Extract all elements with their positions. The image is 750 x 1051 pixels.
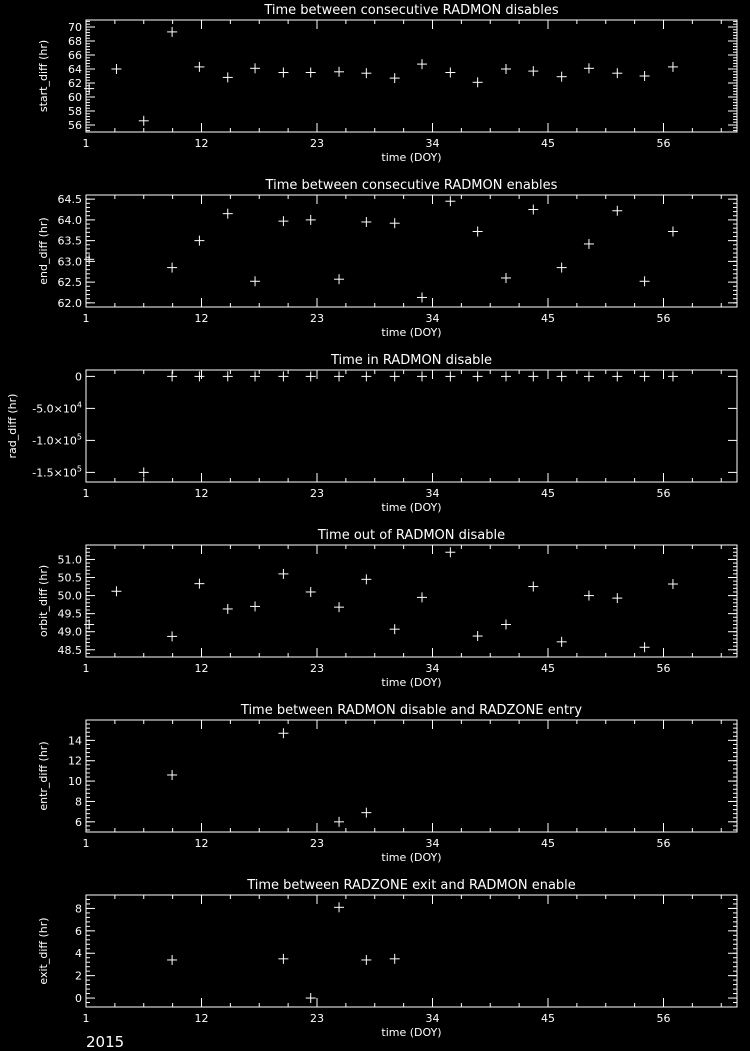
x-tick-label: 34 (425, 1012, 440, 1025)
data-point (528, 66, 538, 76)
y-tick-label: $-1.5\times 10^5$ (32, 464, 82, 480)
data-point (223, 371, 233, 381)
x-tick-label: 23 (310, 312, 324, 325)
data-point (361, 217, 371, 227)
data-point (668, 62, 678, 72)
y-tick-label: 49.5 (57, 607, 82, 621)
y-tick-label: 62.5 (57, 276, 82, 290)
data-point (361, 68, 371, 78)
data-point (612, 68, 622, 78)
y-tick-label: 51.0 (57, 553, 82, 567)
x-tick-label: 12 (194, 137, 209, 150)
y-tick-label: 66 (68, 49, 82, 62)
x-tick-label: 1 (82, 312, 90, 325)
y-tick-label: 68 (68, 35, 82, 48)
chart-title: Time out of RADMON disable (317, 528, 506, 543)
chart-title: Time in RADMON disable (330, 353, 493, 368)
y-tick-label: 0 (75, 370, 82, 384)
data-point (334, 902, 344, 912)
plot-frame (86, 370, 737, 482)
data-point (417, 371, 427, 381)
y-tick-label: 50.0 (57, 589, 82, 603)
data-point (306, 68, 316, 78)
data-point (250, 371, 260, 381)
x-tick-label: 45 (541, 837, 555, 850)
year-label: 2015 (86, 1033, 125, 1051)
data-point (417, 59, 427, 69)
x-tick-label: 12 (194, 1012, 209, 1025)
data-point (167, 371, 177, 381)
y-tick-label: 2 (75, 969, 82, 983)
data-point (334, 602, 344, 612)
data-point (111, 586, 121, 596)
data-point (167, 770, 177, 780)
data-point (334, 67, 344, 77)
data-point (390, 73, 400, 83)
data-point (528, 205, 538, 215)
y-tick-label: 62 (68, 77, 82, 90)
data-point (139, 116, 149, 126)
x-tick-label: 23 (310, 487, 324, 500)
chart-panel-4 (37, 528, 737, 689)
y-axis-label: entr_diff (hr) (37, 741, 50, 811)
data-point (612, 206, 622, 216)
data-point (361, 574, 371, 584)
data-point (139, 467, 149, 477)
y-tick-label: 56 (68, 119, 82, 132)
x-tick-label: 12 (194, 487, 209, 500)
x-tick-label: 12 (194, 662, 209, 675)
x-tick-label: 34 (425, 837, 440, 850)
y-tick-label: 60 (68, 91, 82, 104)
data-point (223, 72, 233, 82)
y-tick-label: 12 (68, 754, 82, 768)
chart-title: Time between RADZONE exit and RADMON enable (247, 878, 576, 893)
data-point (640, 642, 650, 652)
data-point (167, 27, 177, 37)
data-point (445, 68, 455, 78)
data-point (361, 955, 371, 965)
data-point (306, 371, 316, 381)
data-point (223, 209, 233, 219)
data-point (557, 263, 567, 273)
y-tick-label: 8 (75, 795, 82, 809)
y-axis-label: rad_diff (hr) (6, 393, 19, 459)
x-axis-label: time (DOY) (381, 1026, 442, 1039)
y-tick-label: $-5.0\times 10^4$ (32, 400, 82, 416)
data-point (473, 227, 483, 237)
data-point (584, 63, 594, 73)
x-tick-label: 23 (310, 137, 324, 150)
x-tick-label: 1 (82, 137, 90, 150)
y-tick-label: 4 (75, 947, 82, 961)
x-tick-label: 1 (82, 1012, 90, 1025)
data-point (584, 371, 594, 381)
data-point (668, 227, 678, 237)
x-tick-label: 56 (656, 662, 671, 675)
y-tick-label: 64.0 (57, 213, 82, 227)
chart-panel-1 (37, 3, 737, 164)
data-point (334, 371, 344, 381)
data-point (250, 63, 260, 73)
y-axis-label: orbit_diff (hr) (37, 564, 50, 638)
data-point (390, 624, 400, 634)
data-point (668, 579, 678, 589)
data-point (390, 954, 400, 964)
data-point (390, 218, 400, 228)
data-point (111, 64, 121, 74)
chart-title: Time between consecutive RADMON disables (264, 3, 559, 18)
plot-frame (86, 20, 737, 132)
x-tick-label: 23 (310, 662, 324, 675)
plot-frame (86, 720, 737, 832)
chart-title: Time between RADMON disable and RADZONE entry (240, 703, 583, 718)
data-point (278, 371, 288, 381)
data-point (417, 292, 427, 302)
y-tick-label: 6 (75, 815, 82, 829)
y-tick-label: 0 (75, 992, 82, 1006)
data-point (278, 68, 288, 78)
y-tick-label: 64 (68, 63, 82, 76)
y-tick-label: 10 (68, 775, 82, 789)
y-tick-label: $-1.0\times 10^5$ (32, 432, 82, 448)
data-point (417, 592, 427, 602)
data-point (640, 71, 650, 81)
chart-panel-6 (37, 878, 737, 1039)
data-point (640, 371, 650, 381)
y-tick-label: 50.5 (57, 571, 82, 585)
data-point (334, 274, 344, 284)
x-axis-label: time (DOY) (381, 151, 442, 164)
data-point (306, 993, 316, 1003)
y-tick-label: 63.0 (57, 255, 82, 269)
data-point (557, 637, 567, 647)
plot-frame (86, 195, 737, 307)
chart-panel-3 (6, 353, 737, 514)
data-point (584, 239, 594, 249)
x-tick-label: 56 (656, 312, 671, 325)
plot-frame (86, 545, 737, 657)
data-point (501, 619, 511, 629)
data-point (640, 276, 650, 286)
data-point (194, 579, 204, 589)
data-point (278, 728, 288, 738)
data-point (528, 371, 538, 381)
data-point (473, 631, 483, 641)
data-point (612, 593, 622, 603)
x-tick-label: 34 (425, 662, 440, 675)
data-point (167, 955, 177, 965)
data-point (278, 569, 288, 579)
data-point (278, 216, 288, 226)
data-point (278, 954, 288, 964)
y-axis-label: start_diff (hr) (37, 39, 50, 113)
data-point (334, 817, 344, 827)
data-point (668, 371, 678, 381)
y-axis-label: end_diff (hr) (37, 217, 50, 285)
data-point (584, 591, 594, 601)
data-point (390, 371, 400, 381)
x-axis-label: time (DOY) (381, 851, 442, 864)
x-tick-label: 45 (541, 1012, 555, 1025)
x-tick-label: 56 (656, 487, 671, 500)
y-axis-label: exit_diff (hr) (37, 917, 50, 985)
x-tick-label: 23 (310, 1012, 324, 1025)
x-tick-label: 1 (82, 837, 90, 850)
x-tick-label: 56 (656, 137, 671, 150)
data-point (557, 371, 567, 381)
data-point (501, 273, 511, 283)
data-point (194, 236, 204, 246)
data-point (445, 547, 455, 557)
data-point (501, 371, 511, 381)
data-point (306, 587, 316, 597)
x-tick-label: 34 (425, 137, 440, 150)
data-point (194, 62, 204, 72)
plot-frame (86, 895, 737, 1007)
data-point (361, 808, 371, 818)
x-tick-label: 1 (82, 487, 90, 500)
data-point (250, 601, 260, 611)
y-tick-label: 64.5 (57, 193, 82, 207)
y-tick-label: 48.5 (57, 643, 82, 657)
y-tick-label: 58 (68, 105, 82, 118)
x-axis-label: time (DOY) (381, 501, 442, 514)
y-tick-label: 8 (75, 902, 82, 916)
data-point (557, 72, 567, 82)
y-tick-label: 70 (68, 21, 82, 34)
x-tick-label: 45 (541, 312, 555, 325)
data-point (528, 582, 538, 592)
data-point (223, 604, 233, 614)
y-tick-label: 14 (68, 734, 82, 748)
x-axis-label: time (DOY) (381, 326, 442, 339)
data-point (445, 371, 455, 381)
data-point (250, 276, 260, 286)
x-tick-label: 1 (82, 662, 90, 675)
x-tick-label: 56 (656, 837, 671, 850)
x-tick-label: 12 (194, 312, 209, 325)
x-tick-label: 45 (541, 487, 555, 500)
x-tick-label: 45 (541, 137, 555, 150)
x-tick-label: 12 (194, 837, 209, 850)
x-tick-label: 45 (541, 662, 555, 675)
data-point (445, 196, 455, 206)
data-point (473, 77, 483, 87)
data-point (167, 631, 177, 641)
data-point (501, 64, 511, 74)
data-point (361, 371, 371, 381)
y-tick-label: 49.0 (57, 625, 82, 639)
x-tick-label: 34 (425, 487, 440, 500)
data-point (167, 263, 177, 273)
data-point (194, 371, 204, 381)
x-tick-label: 23 (310, 837, 324, 850)
data-point (306, 215, 316, 225)
data-point (473, 371, 483, 381)
chart-panel-5 (37, 703, 737, 864)
data-point (612, 371, 622, 381)
chart-title: Time between consecutive RADMON enables (265, 178, 558, 193)
y-tick-label: 6 (75, 924, 82, 938)
chart-panel-2 (37, 178, 737, 339)
x-tick-label: 34 (425, 312, 440, 325)
y-tick-label: 63.5 (57, 234, 82, 248)
x-tick-label: 56 (656, 1012, 671, 1025)
x-axis-label: time (DOY) (381, 676, 442, 689)
y-tick-label: 62.0 (57, 296, 82, 310)
